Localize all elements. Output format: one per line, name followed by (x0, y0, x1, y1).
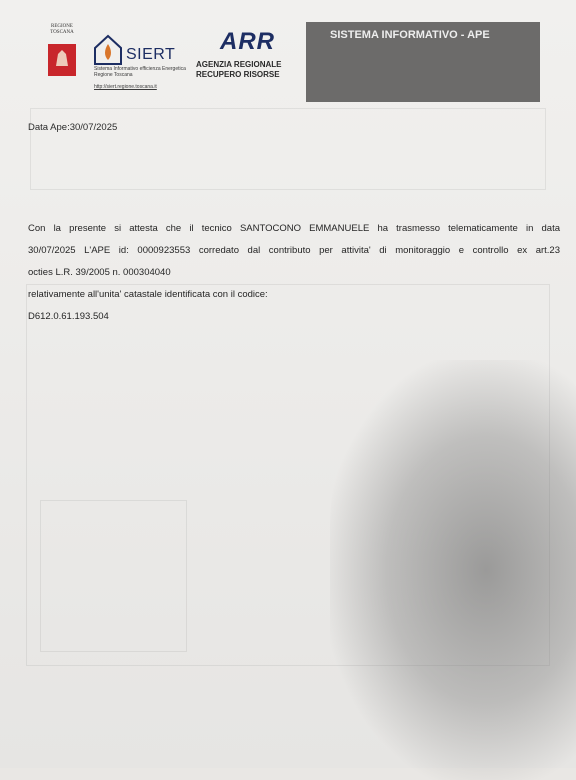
show-through-box (30, 108, 546, 190)
siert-house-icon (92, 32, 124, 66)
regione-toscana-logo (44, 24, 80, 80)
agency-mark-icon: ARR (220, 28, 275, 55)
agency-logo (194, 28, 304, 82)
regione-flag-icon (48, 44, 76, 76)
hand-shadow (330, 360, 576, 780)
agency-name-line1: AGENZIA REGIONALE (196, 60, 282, 69)
ape-date: Data Ape:30/07/2025 (28, 122, 118, 133)
siert-subtitle: Sistema Informativo efficienza Energetica Regione Toscana (94, 66, 186, 78)
text-line: 30/07/2025 L'APE id: 0000923553 corredato dal contributo per attivita' di monitoraggio e controllo ex art.23 (28, 245, 560, 256)
system-banner (306, 22, 540, 102)
agency-name-line2: RECUPERO RISORSE (196, 70, 280, 79)
text-line: octies L.R. 39/2005 n. 000304040 (28, 267, 171, 278)
banner-title: SISTEMA INFORMATIVO - APE (330, 29, 490, 41)
regione-caption: REGIONE TOSCANA (50, 24, 74, 35)
cadastral-code: D612.0.61.193.504 (28, 311, 109, 322)
siert-url: http://siert.regione.toscana.it (94, 84, 157, 90)
text-line: relativamente all'unita' catastale identificata con il codice: (28, 289, 268, 300)
attestation-text (28, 218, 560, 328)
text-line: Con la presente si attesta che il tecnico SANTOCONO EMMANUELE ha trasmesso telematicamente in data (28, 223, 560, 234)
show-through-box (40, 500, 187, 652)
siert-logo (92, 28, 188, 98)
siert-wordmark: SIERT (126, 46, 176, 63)
